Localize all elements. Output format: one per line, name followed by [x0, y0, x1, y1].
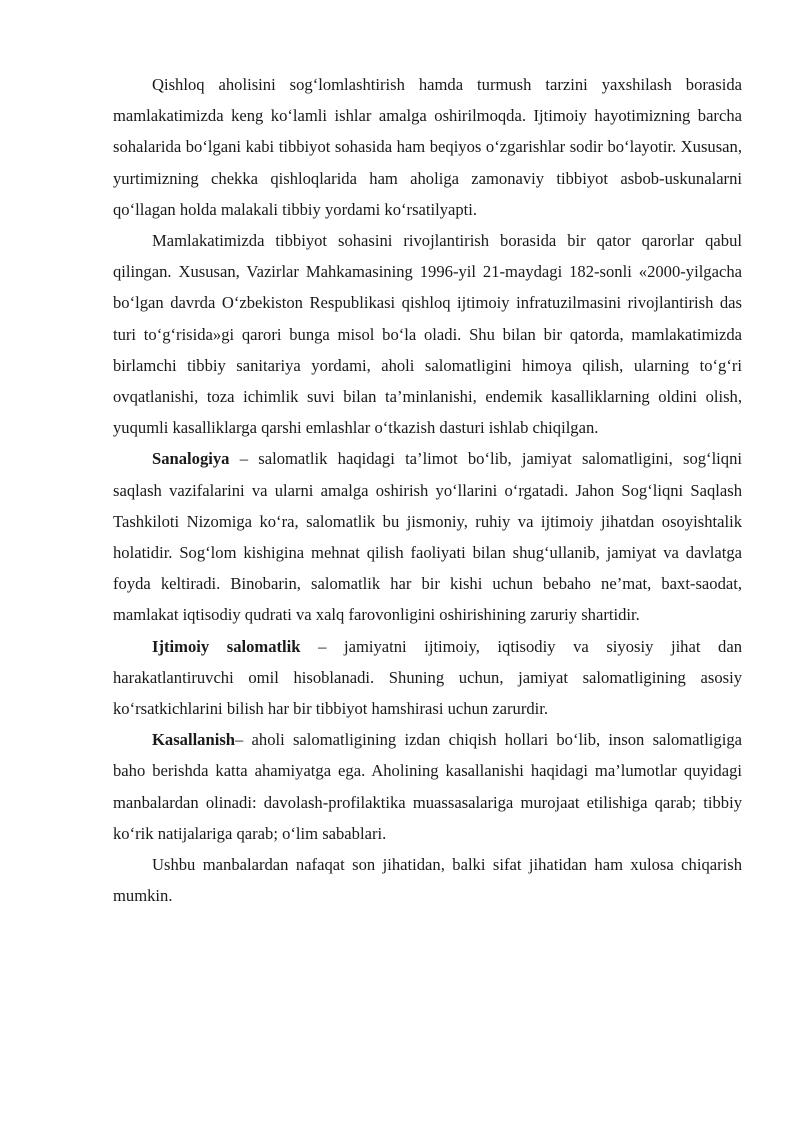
term-ijtimoiy-salomatlik: Ijtimoiy salomatlik: [152, 636, 301, 656]
document-page: [113, 69, 742, 911]
paragraph-rural-health: [113, 69, 742, 225]
paragraph-text: – aholi salomatligining izdan chiqish hollari bo‘lib, inson salomatligiga baho berishda katta ahamiyatga ega. Aholining kasallanishi haqidagi ma’lumotlar quyidagi manbalardan olinadi: davolash-profilaktika muassasalariga murojaat etilishiga qarab; tibbiy ko‘rik natijalariga qarab; o‘lim sabablari.: [113, 730, 742, 843]
paragraph-social-health: [113, 631, 742, 725]
term-sanalogiya: Sanalogiya: [152, 449, 230, 469]
term-kasallanish: Kasallanish: [152, 730, 236, 750]
paragraph-conclusion: [113, 849, 742, 911]
paragraph-text: Ushbu manbalardan nafaqat son jihatidan, balki sifat jihatidan ham xulosa chiqarish mumkin.: [113, 855, 742, 906]
paragraph-morbidity: [113, 724, 742, 849]
paragraph-health-decrees: [113, 225, 742, 443]
paragraph-sanalogiya: [113, 443, 742, 630]
paragraph-text: – salomatlik haqidagi ta’limot bo‘lib, jamiyat salomatligini, sog‘liqni saqlash vazifalarini va ularni amalga oshirish yo‘llarini o‘rgatadi. Jahon Sog‘liqni Saqlash Tashkiloti Nizomiga ko‘ra, salomatlik bu jismoniy, ruhiy va ijtimoiy jihatdan osoyishtalik holatidir. Sog‘lom kishigina mehnat qilish faoliyati bilan shug‘ullanib, jamiyat va davlatga foyda keltiradi. Binobarin, salomatlik har bir kishi uchun bebaho ne’mat, baxt-saodat, mamlakat iqtisodiy qudrati va xalq farovonligini oshirishining zaruriy shartidir.: [113, 449, 742, 625]
paragraph-text: Mamlakatimizda tibbiyot sohasini rivojlantirish borasida bir qator qarorlar qabul qilingan. Xususan, Vazirlar Mahkamasining 1996-yil 21-maydagi 182-sonli «2000-yilgacha bo‘lgan davrda O‘zbekiston Respublikasi qishloq ijtimoiy infratuzilmasini rivojlantirish das turi to‘g‘risida»gi qarori bunga misol bo‘la oladi. Shu bilan bir qatorda, mamlakatimizda birlamchi tibbiy sanitariya yordami, aholi salomatligini himoya qilish, ularning to‘g‘ri ovqatlanishi, toza ichimlik suvi bilan ta’minlanishi, endemik kasalliklarning oldini olish, yuqumli kasalliklarga qarshi emlashlar o‘tkazish dasturi ishlab chiqilgan.: [113, 231, 742, 438]
paragraph-text: – jamiyatni ijtimoiy, iqtisodiy va siyosiy jihat dan harakatlantiruvchi omil hisoblanadi. Shuning uchun, jamiyat salomatligining asosiy ko‘rsatkichlarini bilish har bir tibbiyot hamshirasi uchun zarurdir.: [113, 636, 742, 719]
paragraph-text: Qishloq aholisini sog‘lomlashtirish hamda turmush tarzini yaxshilash borasida mamlakatimizda keng ko‘lamli ishlar amalga oshirilmoqda. Ijtimoiy hayotimizning barcha sohalarida bo‘lgani kabi tibbiyot sohasida ham beqiyos o‘zgarishlar sodir bo‘layotir. Xususan, yurtimizning chekka qishloqlarida ham aholiga zamonaviy tibbiyot asbob-uskunalarni qo‘llagan holda malakali tibbiy yordami ko‘rsatilyapti.: [113, 75, 742, 219]
